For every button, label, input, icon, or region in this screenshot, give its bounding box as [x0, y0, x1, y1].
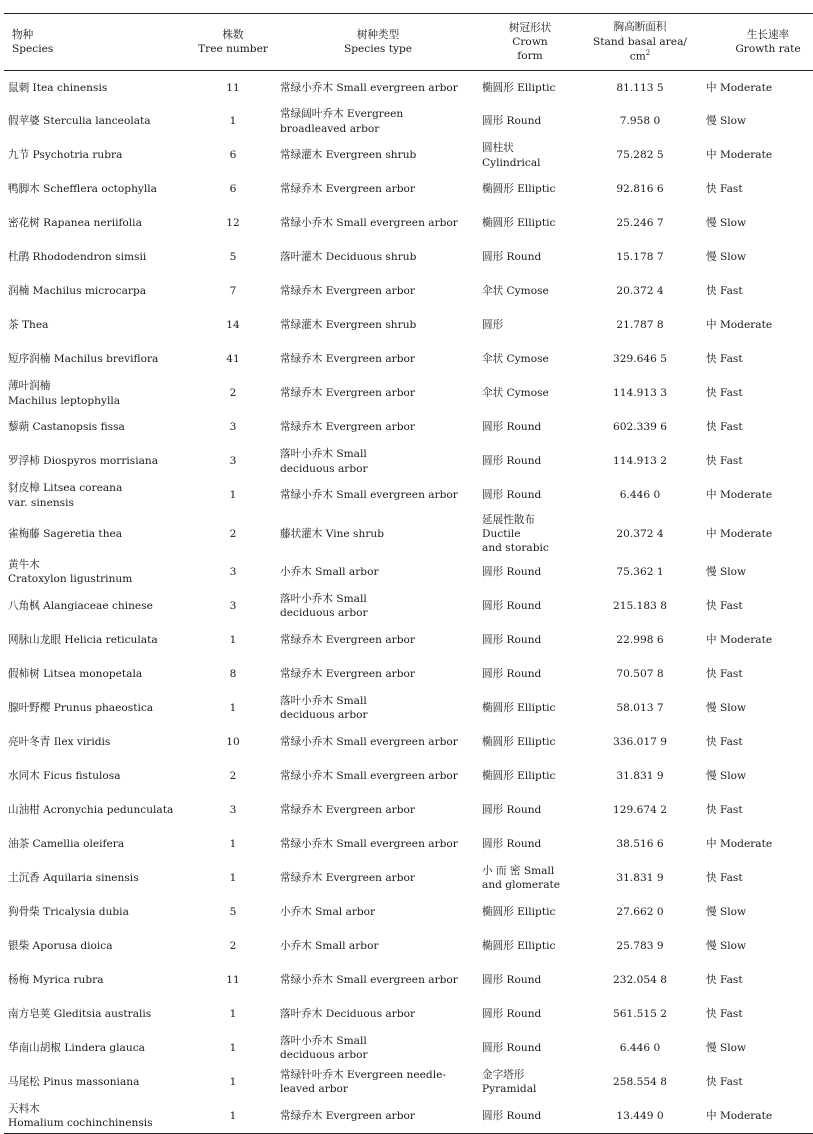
- table-row: [4, 513, 813, 556]
- growth-rate-cell: 快 Fast: [706, 974, 743, 987]
- basal-area-cell: 81.113 5: [616, 81, 664, 94]
- crown-form-cell: 圆形 Round: [482, 804, 542, 817]
- table-row: [4, 411, 813, 445]
- basal-area-cell: 6.446 0: [619, 1042, 661, 1055]
- basal-area-cell: 70.507 8: [616, 668, 664, 681]
- crown-form-cell: 圆形 Round: [482, 1008, 542, 1021]
- species-type-cell: 常绿小乔木 Small evergreen arbor: [280, 81, 458, 94]
- crown-form-cell: 圆形 Round: [482, 838, 542, 851]
- species-type-cell: 常绿灌木 Evergreen shrub: [280, 319, 417, 332]
- species-type-cell: 常绿乔木 Evergreen arbor: [280, 183, 415, 196]
- crown-form-cell: 小 而 密 Small and glomerate: [482, 865, 561, 892]
- table-row: [4, 139, 813, 173]
- tree-number-cell: 2: [229, 527, 237, 540]
- tree-number-cell: 14: [226, 319, 240, 332]
- table-row: [4, 343, 813, 377]
- growth-rate-cell: 快 Fast: [706, 804, 743, 817]
- species-type-cell: 常绿小乔木 Small evergreen arbor: [280, 770, 458, 783]
- basal-area-cell: 129.674 2: [613, 804, 667, 817]
- tree-number-cell: 1: [229, 489, 237, 502]
- crown-form-cell: 延展性散布 Ductile and storabic: [482, 513, 549, 555]
- basal-area-cell: 20.372 4: [616, 285, 664, 298]
- table-row: [4, 963, 813, 997]
- crown-form-cell: 圆形: [482, 319, 504, 332]
- growth-rate-cell: 快 Fast: [706, 1076, 743, 1089]
- growth-rate-cell: 慢 Slow: [706, 1042, 747, 1055]
- growth-rate-cell: 快 Fast: [706, 387, 743, 400]
- species-cell: 山油柑 Acronychia pedunculata: [8, 804, 174, 817]
- species-type-cell: 常绿乔木 Evergreen arbor: [280, 634, 415, 647]
- table-row: [4, 207, 813, 241]
- species-type-cell: 常绿乔木 Evergreen arbor: [280, 804, 415, 817]
- basal-area-cell: 215.183 8: [613, 600, 667, 613]
- species-cell: 假柿树 Litsea monopetala: [8, 668, 143, 681]
- crown-form-cell: 伞状 Cymose: [482, 353, 549, 366]
- table-row: [4, 657, 813, 691]
- growth-rate-cell: 快 Fast: [706, 455, 743, 468]
- table-row: [4, 589, 813, 623]
- basal-area-cell: 602.339 6: [613, 421, 667, 434]
- table-row: [4, 1065, 813, 1099]
- species-type-cell: 常绿乔木 Evergreen arbor: [280, 668, 415, 681]
- species-type-cell: 常绿乔木 Evergreen arbor: [280, 872, 415, 885]
- basal-area-cell: 114.913 3: [613, 387, 667, 400]
- growth-rate-cell: 慢 Slow: [706, 770, 747, 783]
- basal-area-cell: 22.998 6: [616, 634, 664, 647]
- basal-area-cell: 232.054 8: [613, 974, 667, 987]
- tree-number-cell: 2: [229, 770, 237, 783]
- growth-rate-cell: 快 Fast: [706, 600, 743, 613]
- species-cell: 藜蒴 Castanopsis fissa: [8, 421, 125, 434]
- tree-number-cell: 3: [229, 600, 237, 613]
- tree-number-cell: 1: [229, 1042, 237, 1055]
- species-type-cell: 常绿乔木 Evergreen arbor: [274, 1099, 478, 1133]
- basal-area-cell: 58.013 7: [616, 702, 664, 715]
- growth-rate-cell: 慢 Slow: [706, 566, 747, 579]
- basal-area-cell: 27.662 0: [616, 906, 664, 919]
- species-type-cell: 落叶小乔木 Small deciduous arbor: [280, 1035, 368, 1062]
- crown-form-cell: 圆形 Round: [482, 600, 542, 613]
- species-type-cell: 常绿小乔木 Small evergreen arbor: [280, 838, 458, 851]
- table-row: [4, 827, 813, 861]
- crown-form-cell: 椭圆形 Elliptic: [482, 770, 556, 783]
- growth-rate-cell: 快 Fast: [706, 183, 743, 196]
- crown-form-cell: 圆形 Round: [482, 668, 542, 681]
- basal-area-cell: 38.516 6: [616, 838, 664, 851]
- growth-rate-cell: 快 Fast: [706, 285, 743, 298]
- crown-form-cell: 圆形 Round: [482, 974, 542, 987]
- tree-number-cell: 10: [226, 736, 240, 749]
- table-row: [4, 377, 813, 411]
- growth-rate-cell: 慢 Slow: [706, 217, 747, 230]
- basal-area-cell: 25.246 7: [616, 217, 664, 230]
- table-row: [4, 105, 813, 139]
- species-cell: 网脉山龙眼 Helicia reticulata: [8, 634, 158, 647]
- tree-number-cell: 41: [226, 353, 240, 366]
- species-table: [4, 13, 813, 1134]
- header-growth-rate: 生长速率 Growth rate: [735, 28, 801, 55]
- species-type-cell: 常绿小乔木 Small evergreen arbor: [280, 974, 458, 987]
- table-row: [4, 173, 813, 207]
- growth-rate-cell: 慢 Slow: [706, 940, 747, 953]
- species-cell: 罗浮柿 Diospyros morrisiana: [8, 455, 159, 468]
- crown-form-cell: 金字塔形 Pyramidal: [482, 1069, 537, 1096]
- species-cell: 鼠刺 Itea chinensis: [8, 81, 108, 94]
- tree-number-cell: 3: [229, 804, 237, 817]
- tree-number-cell: 1: [229, 838, 237, 851]
- species-type-cell: 常绿灌木 Evergreen shrub: [280, 149, 417, 162]
- table-row: [4, 861, 813, 895]
- tree-number-cell: 11: [226, 81, 240, 94]
- crown-form-cell: 椭圆形 Elliptic: [482, 217, 556, 230]
- table-row: [4, 1031, 813, 1065]
- basal-area-cell: 21.787 8: [616, 319, 664, 332]
- basal-area-cell: 75.282 5: [616, 149, 664, 162]
- species-cell: 鸭脚木 Schefflera octophylla: [8, 183, 157, 196]
- table-row: [4, 759, 813, 793]
- basal-area-cell: 20.372 4: [616, 527, 664, 540]
- table-header: [4, 14, 813, 71]
- tree-number-cell: 1: [229, 1008, 237, 1021]
- growth-rate-cell: 中 Moderate: [706, 527, 773, 540]
- species-cell: 黄牛木 Cratoxylon ligustrinum: [8, 559, 133, 586]
- growth-rate-cell: 慢 Slow: [706, 251, 747, 264]
- crown-form-cell: 椭圆形 Elliptic: [482, 940, 556, 953]
- basal-area-cell: 31.831 9: [616, 872, 664, 885]
- species-cell: 天料木 Homalium cochinchinensis: [4, 1099, 192, 1133]
- tree-number-cell: 2: [229, 387, 237, 400]
- species-cell: 狗骨柴 Tricalysia dubia: [8, 906, 129, 919]
- crown-form-cell: 圆形 Round: [482, 566, 542, 579]
- crown-form-cell: 椭圆形 Elliptic: [482, 736, 556, 749]
- crown-form-cell: 椭圆形 Elliptic: [482, 906, 556, 919]
- tree-number-cell: 5: [229, 906, 237, 919]
- species-cell: 薄叶润楠 Machilus leptophylla: [8, 380, 121, 407]
- table-row: [4, 623, 813, 657]
- species-cell: 银柴 Aporusa dioica: [8, 940, 113, 953]
- species-type-cell: 常绿针叶乔木 Evergreen needle- leaved arbor: [280, 1069, 446, 1096]
- growth-rate-cell: 慢 Slow: [706, 115, 747, 128]
- growth-rate-cell: 中 Moderate: [700, 1099, 813, 1133]
- tree-number-cell: 1: [229, 702, 237, 715]
- growth-rate-cell: 中 Moderate: [706, 838, 773, 851]
- species-cell: 润楠 Machilus microcarpa: [8, 285, 147, 298]
- table-row: [4, 997, 813, 1031]
- growth-rate-cell: 中 Moderate: [706, 489, 773, 502]
- species-type-cell: 常绿小乔木 Small evergreen arbor: [280, 217, 458, 230]
- species-type-cell: 落叶乔木 Deciduous arbor: [280, 1008, 416, 1021]
- species-type-cell: 落叶小乔木 Small deciduous arbor: [280, 448, 368, 475]
- table-row: [4, 275, 813, 309]
- tree-number-cell: 5: [229, 251, 237, 264]
- crown-form-cell: 椭圆形 Elliptic: [482, 81, 556, 94]
- crown-form-cell: 伞状 Cymose: [482, 285, 549, 298]
- header-row: [4, 14, 813, 71]
- species-cell: 假苹婆 Sterculia lanceolata: [8, 115, 151, 128]
- crown-form-cell: 圆形 Round: [478, 1099, 580, 1133]
- header-basal-area: 胸高断面积 Stand basal area/ $cm^2$: [593, 21, 687, 63]
- crown-form-cell: 椭圆形 Elliptic: [482, 183, 556, 196]
- species-cell: 腺叶野樱 Prunus phaeostica: [8, 702, 154, 715]
- tree-number-cell: 6: [229, 149, 237, 162]
- growth-rate-cell: 快 Fast: [706, 872, 743, 885]
- basal-area-cell: 75.362 1: [616, 566, 664, 579]
- basal-area-cell: 15.178 7: [616, 251, 664, 264]
- tree-number-cell: 12: [226, 217, 240, 230]
- growth-rate-cell: 快 Fast: [706, 353, 743, 366]
- crown-form-cell: 圆柱状 Cylindrical: [482, 142, 541, 169]
- table-row: [4, 241, 813, 275]
- growth-rate-cell: 快 Fast: [706, 668, 743, 681]
- header-tree-number: 株数 Tree number: [198, 28, 268, 55]
- species-cell: 华南山胡椒 Lindera glauca: [8, 1042, 145, 1055]
- basal-area-cell: 258.554 8: [613, 1076, 667, 1089]
- species-cell: 杜鹃 Rhododendron simsii: [8, 251, 147, 264]
- growth-rate-cell: 中 Moderate: [706, 319, 773, 332]
- basal-area-cell: 13.449 0: [580, 1099, 700, 1133]
- species-type-cell: 常绿乔木 Evergreen arbor: [280, 387, 415, 400]
- species-cell: 八角枫 Alangiaceae chinese: [8, 600, 153, 613]
- tree-number-cell: 2: [229, 940, 237, 953]
- species-type-cell: 小乔木 Small arbor: [280, 566, 379, 579]
- tree-number-cell: 3: [229, 455, 237, 468]
- growth-rate-cell: 快 Fast: [706, 421, 743, 434]
- species-cell: 南方皂荚 Gleditsia australis: [8, 1008, 152, 1021]
- growth-rate-cell: 中 Moderate: [706, 634, 773, 647]
- basal-area-cell: 336.017 9: [613, 736, 667, 749]
- crown-form-cell: 圆形 Round: [482, 1042, 542, 1055]
- crown-form-cell: 圆形 Round: [482, 115, 542, 128]
- basal-area-cell: 25.783 9: [616, 940, 664, 953]
- species-type-cell: 小乔木 Smal arbor: [280, 906, 376, 919]
- table-body: [4, 71, 813, 1134]
- growth-rate-cell: 中 Moderate: [706, 149, 773, 162]
- table-row: [4, 725, 813, 759]
- tree-number-cell: 1: [229, 872, 237, 885]
- table-row: [4, 895, 813, 929]
- species-type-cell: 落叶灌木 Deciduous shrub: [280, 251, 417, 264]
- tree-number-cell: 3: [229, 566, 237, 579]
- growth-rate-cell: 慢 Slow: [706, 702, 747, 715]
- header-species: 物种 Species: [12, 28, 54, 55]
- basal-area-cell: 114.913 2: [613, 455, 667, 468]
- table-row: [4, 445, 813, 479]
- species-type-cell: 藤状灌木 Vine shrub: [280, 527, 384, 540]
- species-type-cell: 常绿小乔木 Small evergreen arbor: [280, 489, 458, 502]
- species-type-cell: 落叶小乔木 Small deciduous arbor: [280, 695, 368, 722]
- table-row: [4, 479, 813, 513]
- species-cell: 短序润楠 Machilus breviflora: [8, 353, 159, 366]
- table-row: [4, 929, 813, 963]
- species-type-cell: 小乔木 Small arbor: [280, 940, 379, 953]
- crown-form-cell: 圆形 Round: [482, 489, 542, 502]
- species-cell: 亮叶冬青 Ilex viridis: [8, 736, 111, 749]
- basal-area-cell: 92.816 6: [616, 183, 664, 196]
- basal-area-cell: 329.646 5: [613, 353, 667, 366]
- species-cell: 密花树 Rapanea neriifolia: [8, 217, 142, 230]
- table-row: [4, 1099, 813, 1133]
- tree-number-cell: 7: [229, 285, 237, 298]
- species-cell: 杨梅 Myrica rubra: [8, 974, 104, 987]
- tree-number-cell: 1: [192, 1099, 274, 1133]
- species-type-cell: 常绿乔木 Evergreen arbor: [280, 353, 415, 366]
- basal-area-cell: 561.515 2: [613, 1008, 667, 1021]
- species-type-cell: 常绿小乔木 Small evergreen arbor: [280, 736, 458, 749]
- crown-form-cell: 椭圆形 Elliptic: [482, 702, 556, 715]
- basal-area-cell: 31.831 9: [616, 770, 664, 783]
- growth-rate-cell: 慢 Slow: [706, 906, 747, 919]
- species-type-cell: 常绿乔木 Evergreen arbor: [280, 421, 415, 434]
- basal-area-cell: 6.446 0: [619, 489, 661, 502]
- tree-number-cell: 3: [229, 421, 237, 434]
- basal-area-cell: 7.958 0: [619, 115, 661, 128]
- crown-form-cell: 圆形 Round: [482, 634, 542, 647]
- species-cell: 水同木 Ficus fistulosa: [8, 770, 121, 783]
- crown-form-cell: 伞状 Cymose: [482, 387, 549, 400]
- header-species-type: 树种类型 Species type: [344, 28, 412, 55]
- growth-rate-cell: 快 Fast: [706, 736, 743, 749]
- species-cell: 雀梅藤 Sageretia thea: [8, 527, 123, 540]
- growth-rate-cell: 快 Fast: [706, 1008, 743, 1021]
- crown-form-cell: 圆形 Round: [482, 251, 542, 264]
- crown-form-cell: 圆形 Round: [482, 455, 542, 468]
- species-cell: 豺皮樟 Litsea coreana var. sinensis: [8, 482, 123, 509]
- growth-rate-cell: 中 Moderate: [706, 81, 773, 94]
- tree-number-cell: 1: [229, 115, 237, 128]
- tree-number-cell: 11: [226, 974, 240, 987]
- table-row: [4, 691, 813, 725]
- species-cell: 马尾松 Pinus massoniana: [8, 1076, 140, 1089]
- tree-number-cell: 6: [229, 183, 237, 196]
- tree-number-cell: 8: [229, 668, 237, 681]
- tree-number-cell: 1: [229, 1076, 237, 1089]
- table-row: [4, 555, 813, 589]
- header-crown-form: 树冠形状 Crown form: [508, 21, 552, 63]
- species-cell: 土沉香 Aquilaria sinensis: [8, 872, 139, 885]
- table-row: [4, 793, 813, 827]
- species-type-cell: 常绿乔木 Evergreen arbor: [280, 285, 415, 298]
- species-cell: 九节 Psychotria rubra: [8, 149, 123, 162]
- tree-number-cell: 1: [229, 634, 237, 647]
- species-type-cell: 落叶小乔木 Small deciduous arbor: [280, 593, 368, 620]
- crown-form-cell: 圆形 Round: [482, 421, 542, 434]
- species-type-cell: 常绿阔叶乔木 Evergreen broadleaved arbor: [280, 108, 404, 135]
- species-cell: 油茶 Camellia oleifera: [8, 838, 125, 851]
- table-row: [4, 309, 813, 343]
- species-cell: 茶 Thea: [8, 319, 49, 332]
- table-row: [4, 71, 813, 105]
